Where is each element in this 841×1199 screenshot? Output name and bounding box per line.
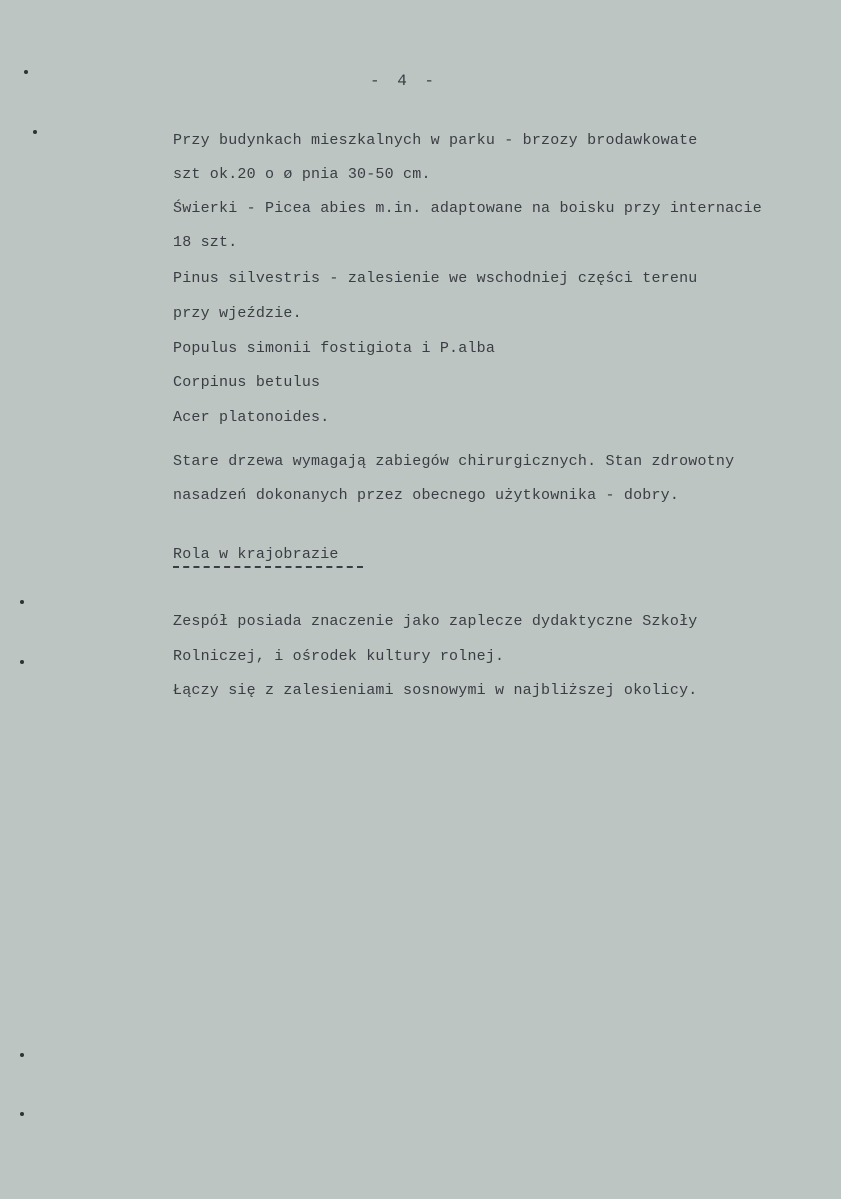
text-line: Pinus silvestris - zalesienie we wschodniej części terenu [173,270,698,287]
text-line: 18 szt. [173,234,238,251]
margin-dot [24,70,28,74]
text-line: Populus simonii fostigiota i P.alba [173,340,496,357]
text-line: Przy budynkach mieszkalnych w parku - brzozy brodawkowate [173,132,698,149]
margin-dot [33,130,37,134]
text-line: Łączy się z zalesieniami sosnowymi w najbliższej okolicy. [173,682,698,699]
margin-dot [20,1112,24,1116]
text-line: Zespół posiada znaczenie jako zaplecze dydaktyczne Szkoły [173,613,698,630]
page-number: - 4 - [370,72,439,90]
section-heading: Rola w krajobrazie [173,546,339,563]
text-line: Stare drzewa wymagają zabiegów chirurgicznych. Stan zdrowotny [173,453,735,470]
margin-dot [20,1053,24,1057]
heading-underline [173,566,363,568]
text-line: Świerki - Picea abies m.in. adaptowane na boisku przy internacie [173,200,762,217]
text-line: nasadzeń dokonanych przez obecnego użytkownika - dobry. [173,487,680,504]
text-line: Corpinus betulus [173,374,321,391]
margin-dot [20,600,24,604]
text-line: Rolniczej, i ośrodek kultury rolnej. [173,648,505,665]
margin-dot [20,660,24,664]
text-line: przy wjeździe. [173,305,302,322]
text-line: Acer platonoides. [173,409,330,426]
text-line: szt ok.20 o ø pnia 30-50 cm. [173,166,431,183]
